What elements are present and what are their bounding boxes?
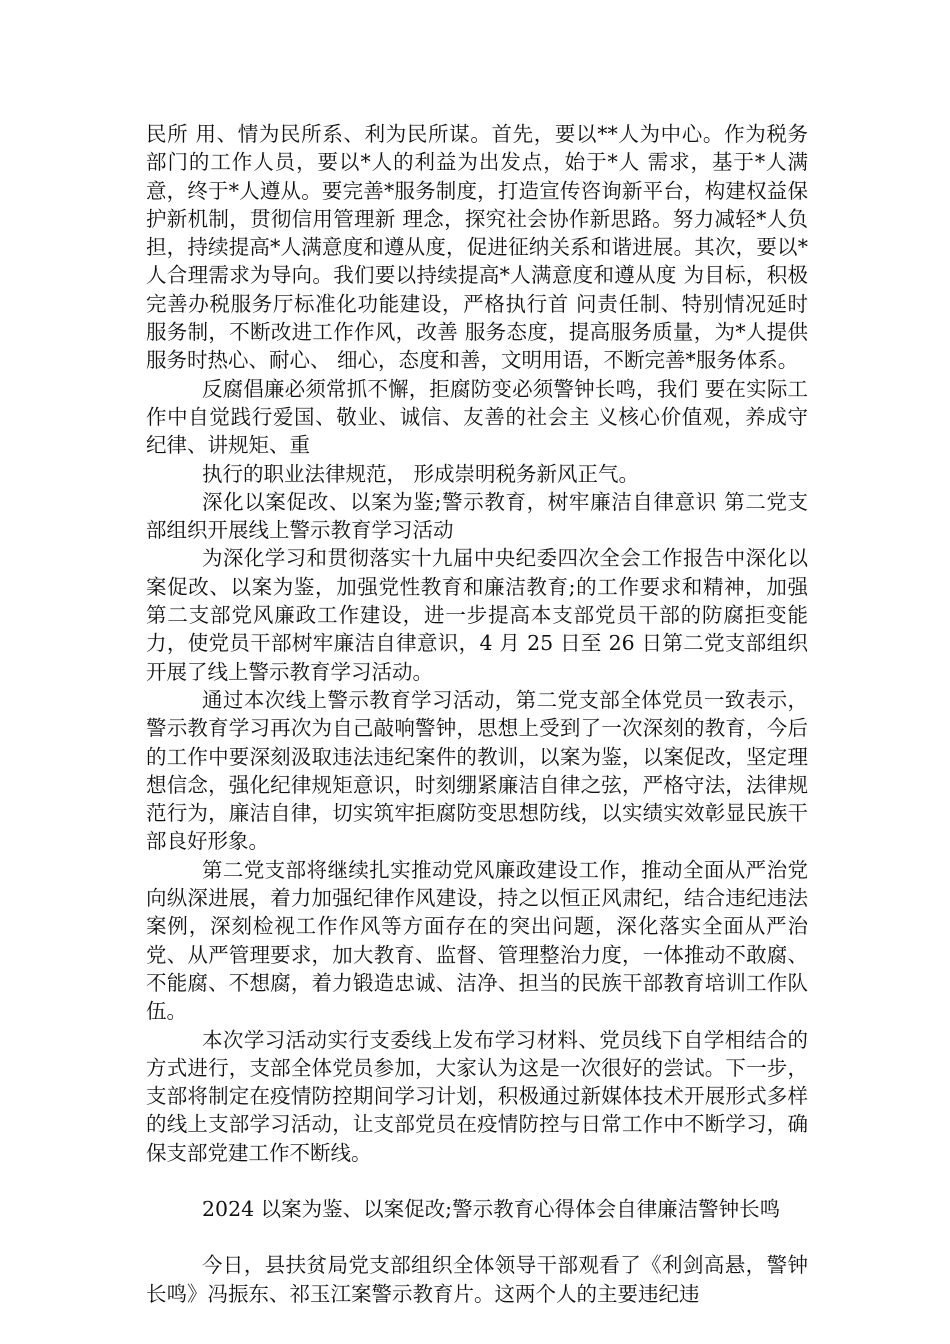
paragraph-2: 反腐倡廉必须常抓不懈，拒腐防变必须警钟长鸣，我们 要在实际工作中自觉践行爱国、敬业、诚信、友善的社会主 义核心价值观，养成守纪律、讲规矩、重 xyxy=(146,376,808,458)
paragraph-8: 本次学习活动实行支委线上发布学习材料、党员线下自学相结合的方式进行，支部全体党员参加，大家认为这是一次很好的尝试。下一步，支部将制定在疫情防控期间学习计划，积极通过新媒体技术开展形式多样的线上支部学习活动，让支部党员在疫情防控与日常工作中不断学习，确保支部党建工作不断线。 xyxy=(146,1027,808,1165)
paragraph-6: 通过本次线上警示教育学习活动，第二党支部全体党员一致表示，警示教育学习再次为自己敲响警钟，思想上受到了一次深刻的教育，今后的工作中要深刻汲取违法违纪案件的教训，以案为鉴，以案促改，坚定理想信念，强化纪律规矩意识，时刻绷紧廉洁自律之弦，严格守法，法律规范行为，廉洁自律，切实筑牢拒腐防变思想防线，以实绩实效彰显民族干部良好形象。 xyxy=(146,687,808,854)
paragraph-1: 民所 用、情为民所系、利为民所谋。首先，要以**人为中心。作为税务部门的工作人员，要以*人的利益为出发点，始于*人 需求，基于*人满意，终于*人遵从。要完善*服务制度，打造宣传咨询新平台，构建权益保护新机制，贯彻信用管理新 理念，探究社会协作新思路。努力减轻*人负担，持续提高*人满意度和遵从度，促进征纳关系和谐进展。其次，要以*人合理需求为导向。我们要以持续提高*人满意度和遵从度 为目标，积极完善办税服务厅标准化功能建设，严格执行首 问责任制、特别情况延时服务制，不断改进工作作风，改善 服务态度，提高服务质量，为*人提供服务时热心、耐心、 细心，态度和善，文明用语，不断完善*服务体系。 xyxy=(146,122,808,373)
paragraph-10: 今日，县扶贫局党支部组织全体领导干部观看了《利剑高悬，警钟长鸣》冯振东、祁玉江案警示教育片。这两个人的主要违纪违 xyxy=(146,1253,808,1306)
paragraph-5: 为深化学习和贯彻落实十九届中央纪委四次全会工作报告中深化以案促改、以案为鉴，加强党性教育和廉洁教育;的工作要求和精神，加强第二支部党风廉政工作建设，进一步提高本支部党员干部的防腐拒变能力，使党员干部树牢廉洁自律意识，4 月 25 日至 26 日第二党支部组织开展了线上警示教育学习活动。 xyxy=(146,546,808,684)
paragraph-4-section-heading: 深化以案促改、以案为鉴;警示教育，树牢廉洁自律意识 第二党支部组织开展线上警示教育学习活动 xyxy=(146,489,808,543)
paragraph-3: 执行的职业法律规范， 形成崇明税务新风正气。 xyxy=(202,461,640,486)
paragraph-9-section-heading: 2024 以案为鉴、以案促改;警示教育心得体会自律廉洁警钟长鸣 xyxy=(202,1196,781,1221)
paragraph-7: 第二党支部将继续扎实推动党风廉政建设工作，推动全面从严治党向纵深进展，着力加强纪律作风建设，持之以恒正风肃纪，结合违纪违法案例，深刻检视工作作风等方面存在的突出问题，深化落实全面从严治党、从严管理要求，加大教育、监督、管理整治力度，一体推动不敢腐、不能腐、不想腐，着力锻造忠诚、洁净、担当的民族干部教育培训工作队伍。 xyxy=(146,857,808,1024)
document-page xyxy=(146,120,808,1308)
